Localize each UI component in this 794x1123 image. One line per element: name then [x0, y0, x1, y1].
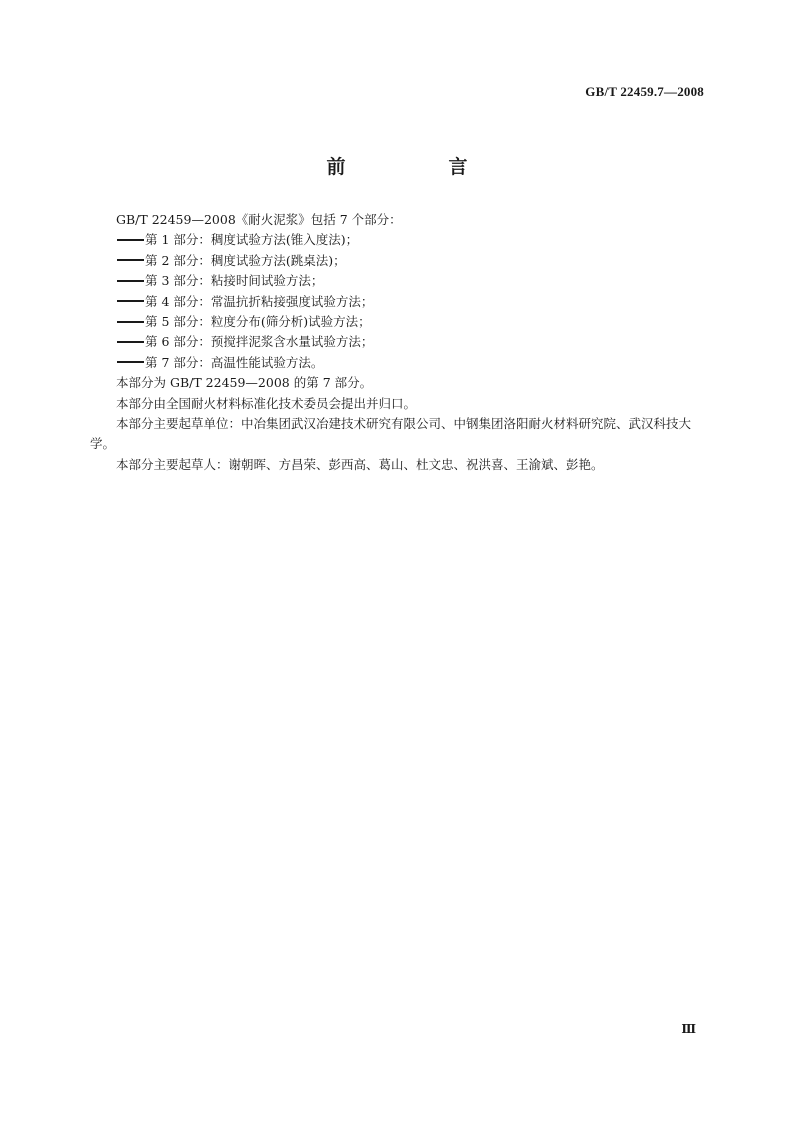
page-title: 前 言	[326, 156, 510, 178]
list-item	[90, 251, 706, 271]
foreword-body	[90, 210, 706, 475]
list-item	[90, 271, 706, 291]
dash-marker	[117, 280, 144, 282]
list-item-text: 第 7 部分：高温性能试验方法。	[145, 354, 324, 370]
list-item	[90, 312, 706, 332]
proposer-statement: 本部分由全国耐火材料标准化技术委员会提出并归口。	[116, 395, 417, 411]
list-item	[90, 353, 706, 373]
part-statement: 本部分为 GB/T 22459—2008 的第 7 部分。	[116, 375, 373, 391]
dash-marker	[117, 300, 144, 302]
list-item-text: 第 4 部分：常温抗折粘接强度试验方法；	[145, 293, 374, 309]
list-item-text: 第 2 部分：稠度试验方法(跳桌法)；	[145, 252, 346, 268]
standard-code: GB/T 22459.7—2008	[585, 84, 704, 99]
list-item-text: 第 6 部分：预搅拌泥浆含水量试验方法；	[145, 334, 374, 350]
list-item-text: 第 3 部分：粘接时间试验方法；	[145, 273, 324, 289]
dash-marker	[117, 321, 144, 323]
dash-marker	[117, 341, 144, 343]
list-item-text: 第 1 部分：稠度试验方法(锥入度法)；	[145, 232, 359, 248]
parts-list	[90, 230, 706, 373]
list-item	[90, 292, 706, 312]
dash-marker	[117, 361, 144, 363]
dash-marker	[117, 259, 144, 261]
page-number: Ⅲ	[681, 1022, 696, 1036]
intro-paragraph: GB/T 22459—2008《耐火泥浆》包括 7 个部分：	[116, 212, 402, 227]
list-item-text: 第 5 部分：粒度分布(筛分析)试验方法；	[145, 314, 371, 330]
drafters: 本部分主要起草人：谢朝晖、方昌荣、彭西高、葛山、杜文忠、祝洪喜、王渝斌、彭艳。	[116, 456, 604, 472]
list-item	[90, 230, 706, 250]
list-item	[90, 332, 706, 352]
drafting-units: 本部分主要起草单位：中冶集团武汉冶建技术研究有限公司、中钢集团洛阳耐火材料研究院、武汉科技大学。	[90, 416, 692, 452]
dash-marker	[117, 239, 144, 241]
